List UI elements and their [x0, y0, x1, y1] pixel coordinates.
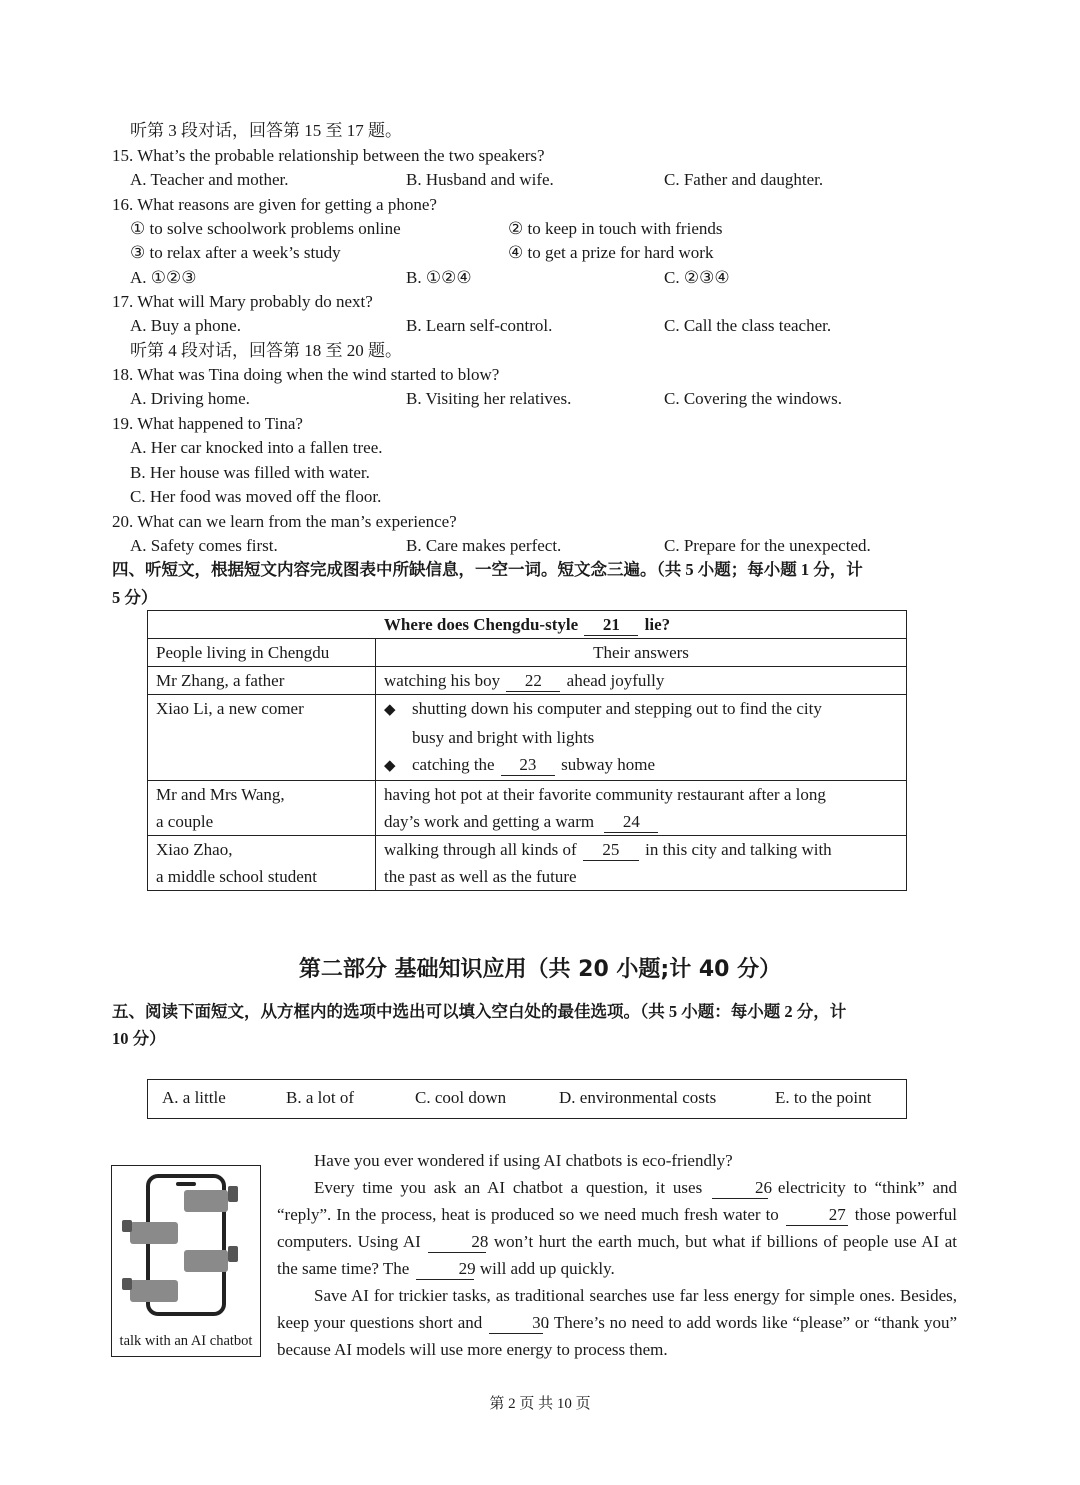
table-title: Where does Chengdu-style 21 lie? — [148, 611, 907, 639]
image-caption: talk with an AI chatbot — [119, 1333, 253, 1349]
q16-item-4: ④ to get a prize for hard work — [508, 243, 714, 262]
q17-stem: 17. What will Mary probably do next? — [112, 292, 373, 311]
table-row: Xiao Li, a new comer ◆ shutting down his computer and stepping out to find the city busy and bright with lights ◆ catching the 23 subway home — [148, 695, 907, 781]
q20-option-b[interactable]: B. Care makes perfect. — [406, 536, 562, 555]
q15-option-c[interactable]: C. Father and daughter. — [664, 170, 824, 189]
blank-25[interactable]: 25 — [583, 840, 639, 861]
section4-instruction-line1: 四、听短文，根据短文内容完成图表中所缺信息，一空一词。短文念三遍。（共 5 小题；每小题 1 分，计 — [112, 560, 863, 579]
page-number: 第 2 页 共 10 页 — [489, 1396, 591, 1412]
part2-title: 第二部分 基础知识应用（共 20 小题;计 40 分） — [298, 957, 782, 982]
word-option-d[interactable]: D. environmental costs — [559, 1088, 717, 1107]
section4-instruction-line2: 5 分） — [112, 588, 158, 607]
q17-option-b[interactable]: B. Learn self-control. — [406, 316, 553, 335]
table-row: Xiao Zhao, a middle school student walking through all kinds of 25 in this city and talking with the past as well as the future — [148, 836, 907, 891]
passage-paragraph-2: Every time you ask an AI chatbot a question, it uses 26 electricity to “think” and “reply”. In the process, heat is produced so we need much fresh water to 27 those powerful computers. Using AI 28 won’t hurt the earth much, but what if billions of people use AI at the same time? The 29 will add up quickly. — [277, 1178, 958, 1278]
header-people: People living in Chengdu — [148, 639, 376, 667]
q15-option-a[interactable]: A. Teacher and mother. — [130, 170, 289, 189]
blank-23[interactable]: 23 — [501, 755, 555, 776]
diamond-bullet-icon: ◆ — [384, 758, 396, 774]
q16-item-1: ① to solve schoolwork problems online — [130, 219, 401, 238]
word-option-c[interactable]: C. cool down — [415, 1088, 507, 1107]
blank-29[interactable]: 29 — [416, 1259, 474, 1280]
blank-27[interactable]: 27 — [786, 1205, 848, 1226]
blank-21[interactable]: 21 — [584, 615, 638, 636]
q16-option-a[interactable]: A. ①②③ — [130, 268, 197, 287]
q19-option-c[interactable]: C. Her food was moved off the floor. — [130, 487, 382, 506]
q20-stem: 20. What can we learn from the man’s experience? — [112, 512, 457, 531]
word-options-box — [147, 1079, 907, 1119]
diamond-bullet-icon: ◆ — [384, 702, 396, 718]
passage-intro: Have you ever wondered if using AI chatbots is eco-friendly? — [314, 1151, 733, 1170]
chatbot-illustration — [111, 1165, 261, 1357]
section5-instruction-line2: 10 分） — [112, 1029, 166, 1048]
q20-option-c[interactable]: C. Prepare for the unexpected. — [664, 536, 871, 555]
q15-option-b[interactable]: B. Husband and wife. — [406, 170, 554, 189]
q20-option-a[interactable]: A. Safety comes first. — [130, 536, 278, 555]
q16-item-2: ② to keep in touch with friends — [508, 219, 723, 238]
passage-paragraph-3: Save AI for trickier tasks, as traditional searches use far less energy for simple ones. Besides, keep your questions short and 30. There’s no need to add words like “please” or “thank you” because AI models will use more energy to process them. — [277, 1286, 958, 1359]
q19-option-b[interactable]: B. Her house was filled with water. — [130, 463, 370, 482]
section5-instruction-line1: 五、阅读下面短文，从方框内的选项中选出可以填入空白处的最佳选项。（共 5 小题：每小题 2 分，计 — [112, 1002, 847, 1021]
q18-option-b[interactable]: B. Visiting her relatives. — [406, 389, 572, 408]
q16-option-b[interactable]: B. ①②④ — [406, 268, 472, 287]
table-row: Mr Zhang, a father watching his boy 22 ahead joyfully — [148, 667, 907, 695]
q18-stem: 18. What was Tina doing when the wind started to blow? — [112, 365, 500, 384]
chengdu-info-table — [147, 610, 907, 891]
blank-26[interactable]: 26 — [712, 1178, 768, 1199]
blank-24[interactable]: 24 — [604, 812, 658, 833]
header-answers: Their answers — [376, 639, 907, 667]
phone-chat-icon — [112, 1166, 260, 1326]
q15-stem: 15. What’s the probable relationship between the two speakers? — [112, 146, 545, 165]
table-row: Mr and Mrs Wang, a couple having hot pot at their favorite community restaurant after a long day’s work and getting a warm 24 — [148, 781, 907, 836]
q16-item-3: ③ to relax after a week’s study — [130, 243, 341, 262]
q16-stem: 16. What reasons are given for getting a phone? — [112, 195, 437, 214]
q17-option-a[interactable]: A. Buy a phone. — [130, 316, 241, 335]
word-option-a[interactable]: A. a little — [162, 1088, 226, 1107]
word-option-b[interactable]: B. a lot of — [286, 1088, 354, 1107]
q18-option-c[interactable]: C. Covering the windows. — [664, 389, 843, 408]
q19-option-a[interactable]: A. Her car knocked into a fallen tree. — [130, 438, 383, 457]
section4-heading: 听第 4 段对话，回答第 18 至 20 题。 — [130, 341, 402, 360]
q17-option-c[interactable]: C. Call the class teacher. — [664, 316, 832, 335]
blank-30[interactable]: 30 — [489, 1313, 543, 1334]
q19-stem: 19. What happened to Tina? — [112, 414, 303, 433]
section3-heading: 听第 3 段对话，回答第 15 至 17 题。 — [130, 121, 402, 140]
q18-option-a[interactable]: A. Driving home. — [130, 389, 250, 408]
q16-option-c[interactable]: C. ②③④ — [664, 268, 730, 287]
blank-22[interactable]: 22 — [506, 671, 560, 692]
word-option-e[interactable]: E. to the point — [775, 1088, 872, 1107]
blank-28[interactable]: 28 — [428, 1232, 486, 1253]
